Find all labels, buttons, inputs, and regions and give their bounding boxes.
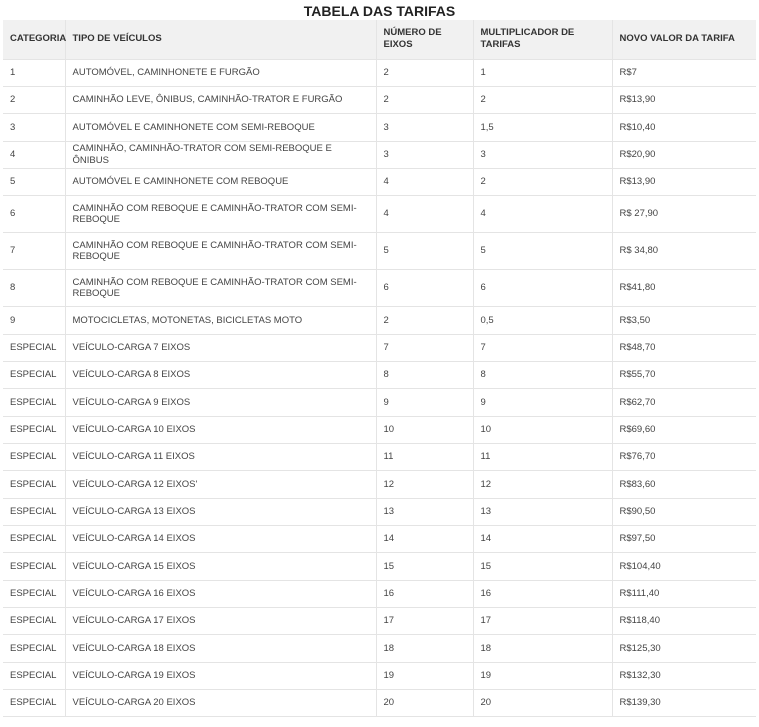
cell-multiplicador: 20 [473,690,612,717]
cell-tipo-de-veiculos: CAMINHÃO LEVE, ÔNIBUS, CAMINHÃO-TRATOR E FURGÃO [65,86,376,113]
cell-numero-de-eixos: 4 [376,168,473,195]
cell-multiplicador: 8 [473,361,612,388]
cell-categoria: ESPECIAL [3,498,65,525]
cell-novo-valor: R$ 27,90 [612,196,756,233]
cell-numero-de-eixos: 3 [376,141,473,168]
cell-categoria: 7 [3,233,65,270]
cell-categoria: 8 [3,270,65,307]
cell-novo-valor: R$ 34,80 [612,233,756,270]
cell-multiplicador: 13 [473,498,612,525]
cell-tipo-de-veiculos: VEÍCULO-CARGA 17 EIXOS [65,608,376,635]
cell-multiplicador: 9 [473,389,612,416]
table-row [3,471,756,498]
cell-novo-valor: R$55,70 [612,361,756,388]
cell-tipo-de-veiculos: VEÍCULO-CARGA 11 EIXOS [65,443,376,470]
cell-multiplicador: 15 [473,553,612,580]
cell-novo-valor: R$41,80 [612,270,756,307]
cell-tipo-de-veiculos: VEÍCULO-CARGA 12 EIXOS' [65,471,376,498]
cell-novo-valor: R$125,30 [612,635,756,662]
cell-multiplicador: 1 [473,59,612,86]
cell-novo-valor: R$3,50 [612,307,756,334]
cell-categoria: ESPECIAL [3,690,65,717]
header-categoria: CATEGORIA [3,20,65,59]
table-row [3,580,756,607]
cell-categoria: ESPECIAL [3,416,65,443]
cell-categoria: 9 [3,307,65,334]
cell-novo-valor: R$118,40 [612,608,756,635]
table-row [3,307,756,334]
cell-numero-de-eixos: 8 [376,361,473,388]
table-header [3,20,756,59]
table-title: TABELA DAS TARIFAS [303,3,456,19]
table-row [3,168,756,195]
table-row [3,416,756,443]
table-row [3,553,756,580]
cell-numero-de-eixos: 12 [376,471,473,498]
cell-novo-valor: R$139,30 [612,690,756,717]
tariff-table [3,20,756,717]
cell-tipo-de-veiculos: CAMINHÃO COM REBOQUE E CAMINHÃO-TRATOR COM SEMI-REBOQUE [65,233,376,270]
cell-tipo-de-veiculos: VEÍCULO-CARGA 8 EIXOS [65,361,376,388]
cell-multiplicador: 16 [473,580,612,607]
cell-tipo-de-veiculos: VEÍCULO-CARGA 9 EIXOS [65,389,376,416]
cell-categoria: ESPECIAL [3,443,65,470]
cell-categoria: ESPECIAL [3,361,65,388]
table-row [3,141,756,168]
cell-multiplicador: 12 [473,471,612,498]
cell-tipo-de-veiculos: VEÍCULO-CARGA 14 EIXOS [65,525,376,552]
cell-numero-de-eixos: 9 [376,389,473,416]
cell-numero-de-eixos: 17 [376,608,473,635]
cell-novo-valor: R$20,90 [612,141,756,168]
cell-novo-valor: R$69,60 [612,416,756,443]
table-row [3,608,756,635]
cell-novo-valor: R$10,40 [612,114,756,141]
cell-categoria: 5 [3,168,65,195]
cell-categoria: ESPECIAL [3,608,65,635]
cell-numero-de-eixos: 20 [376,690,473,717]
cell-numero-de-eixos: 3 [376,114,473,141]
cell-numero-de-eixos: 18 [376,635,473,662]
cell-novo-valor: R$90,50 [612,498,756,525]
table-row [3,662,756,689]
cell-novo-valor: R$76,70 [612,443,756,470]
cell-tipo-de-veiculos: VEÍCULO-CARGA 18 EIXOS [65,635,376,662]
header-numero-de-eixos: NÚMERO DE EIXOS [376,20,473,59]
cell-numero-de-eixos: 2 [376,59,473,86]
cell-tipo-de-veiculos: MOTOCICLETAS, MOTONETAS, BICICLETAS MOTO [65,307,376,334]
cell-novo-valor: R$104,40 [612,553,756,580]
cell-categoria: 4 [3,141,65,168]
table-row [3,59,756,86]
table-row [3,498,756,525]
table-row [3,525,756,552]
cell-tipo-de-veiculos: VEÍCULO-CARGA 20 EIXOS [65,690,376,717]
cell-numero-de-eixos: 2 [376,86,473,113]
cell-tipo-de-veiculos: VEÍCULO-CARGA 19 EIXOS [65,662,376,689]
cell-categoria: ESPECIAL [3,553,65,580]
table-row [3,270,756,307]
table-body [3,59,756,717]
cell-multiplicador: 14 [473,525,612,552]
cell-tipo-de-veiculos: VEÍCULO-CARGA 15 EIXOS [65,553,376,580]
cell-numero-de-eixos: 15 [376,553,473,580]
header-row [3,20,756,59]
cell-numero-de-eixos: 19 [376,662,473,689]
cell-numero-de-eixos: 13 [376,498,473,525]
cell-categoria: 2 [3,86,65,113]
cell-tipo-de-veiculos: VEÍCULO-CARGA 7 EIXOS [65,334,376,361]
cell-tipo-de-veiculos: AUTOMÓVEL, CAMINHONETE E FURGÃO [65,59,376,86]
cell-multiplicador: 7 [473,334,612,361]
cell-categoria: ESPECIAL [3,635,65,662]
cell-numero-de-eixos: 16 [376,580,473,607]
cell-numero-de-eixos: 11 [376,443,473,470]
cell-numero-de-eixos: 2 [376,307,473,334]
table-row [3,334,756,361]
cell-multiplicador: 0,5 [473,307,612,334]
table-row [3,443,756,470]
cell-tipo-de-veiculos: CAMINHÃO COM REBOQUE E CAMINHÃO-TRATOR COM SEMI-REBOQUE [65,270,376,307]
cell-tipo-de-veiculos: AUTOMÓVEL E CAMINHONETE COM SEMI-REBOQUE [65,114,376,141]
cell-multiplicador: 2 [473,86,612,113]
cell-novo-valor: R$48,70 [612,334,756,361]
table-row [3,196,756,233]
cell-categoria: ESPECIAL [3,334,65,361]
cell-novo-valor: R$83,60 [612,471,756,498]
cell-multiplicador: 3 [473,141,612,168]
cell-novo-valor: R$62,70 [612,389,756,416]
cell-categoria: ESPECIAL [3,580,65,607]
cell-multiplicador: 6 [473,270,612,307]
table-row [3,690,756,717]
cell-numero-de-eixos: 14 [376,525,473,552]
cell-tipo-de-veiculos: VEÍCULO-CARGA 13 EIXOS [65,498,376,525]
cell-categoria: 6 [3,196,65,233]
header-tipo-de-veiculos: TIPO DE VEÍCULOS [65,20,376,59]
cell-novo-valor: R$13,90 [612,86,756,113]
table-row [3,635,756,662]
table-row [3,361,756,388]
cell-categoria: ESPECIAL [3,471,65,498]
header-multiplicador-de-tarifas: MULTIPLICADOR DE TARIFAS [473,20,612,59]
cell-novo-valor: R$97,50 [612,525,756,552]
cell-multiplicador: 19 [473,662,612,689]
cell-multiplicador: 2 [473,168,612,195]
cell-numero-de-eixos: 6 [376,270,473,307]
table-row [3,86,756,113]
table-row [3,389,756,416]
cell-multiplicador: 17 [473,608,612,635]
cell-numero-de-eixos: 10 [376,416,473,443]
cell-multiplicador: 5 [473,233,612,270]
header-novo-valor-da-tarifa: NOVO VALOR DA TARIFA [619,33,735,45]
cell-numero-de-eixos: 5 [376,233,473,270]
cell-categoria: ESPECIAL [3,662,65,689]
table-row [3,233,756,270]
cell-numero-de-eixos: 4 [376,196,473,233]
cell-novo-valor: R$132,30 [612,662,756,689]
cell-numero-de-eixos: 7 [376,334,473,361]
cell-multiplicador: 10 [473,416,612,443]
cell-multiplicador: 1,5 [473,114,612,141]
cell-multiplicador: 11 [473,443,612,470]
cell-categoria: 1 [3,59,65,86]
cell-tipo-de-veiculos: VEÍCULO-CARGA 16 EIXOS [65,580,376,607]
cell-categoria: ESPECIAL [3,525,65,552]
cell-novo-valor: R$111,40 [612,580,756,607]
cell-categoria: 3 [3,114,65,141]
cell-tipo-de-veiculos: CAMINHÃO COM REBOQUE E CAMINHÃO-TRATOR COM SEMI-REBOQUE [65,196,376,233]
cell-multiplicador: 18 [473,635,612,662]
cell-multiplicador: 4 [473,196,612,233]
cell-novo-valor: R$7 [612,59,756,86]
table-row [3,114,756,141]
cell-tipo-de-veiculos: AUTOMÓVEL E CAMINHONETE COM REBOQUE [65,168,376,195]
cell-tipo-de-veiculos: VEÍCULO-CARGA 10 EIXOS [65,416,376,443]
cell-tipo-de-veiculos: CAMINHÃO, CAMINHÃO-TRATOR COM SEMI-REBOQUE E ÔNIBUS [65,141,376,168]
cell-categoria: ESPECIAL [3,389,65,416]
cell-novo-valor: R$13,90 [612,168,756,195]
